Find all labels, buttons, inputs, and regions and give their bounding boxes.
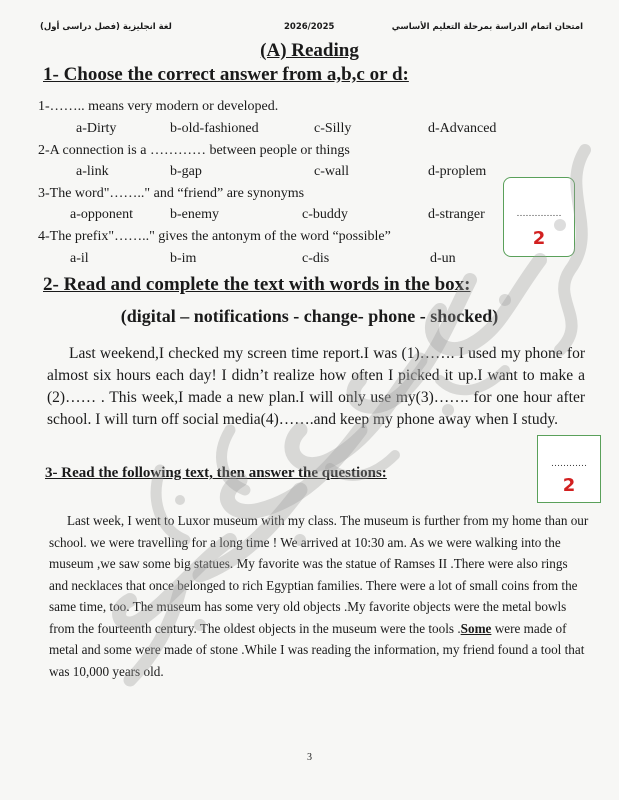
question-1-option-b[interactable]: b-old-fashioned	[170, 121, 259, 136]
question-4-option-d[interactable]: d-un	[430, 251, 456, 266]
passage-text-1: Last week, I went to Luxor museum with my class. The museum is further from my home than our school. we were travelling for a long time ! We arrived at 10:30 am. As we were walking into the museum ,we saw some big statues. My favorite was the statue of Ramses II .There were also rings and necklaces that once belonged to rich Egyptian families. There were a lot of small coins from the same time, too. The museum has some very old objects .My favorite objects were the metal bowls from the fourteenth century. The oldest objects in the museum were the tools .	[49, 513, 589, 636]
header-subject: لغة انجليزية (فصل دراسى أول)	[40, 22, 172, 32]
part1-score-mark: 2	[532, 228, 546, 249]
question-1-option-a[interactable]: a-Dirty	[76, 121, 117, 136]
passage-text-2: were made of metal and some were made of stone .While I was reading the information, my friend found a tool that was 10,000 years old.	[49, 620, 585, 679]
question-2-option-c[interactable]: c-wall	[314, 164, 349, 179]
part3-heading: 3- Read the following text, then answer the questions:	[45, 465, 387, 481]
question-3-option-d[interactable]: d-stranger	[428, 207, 485, 222]
word-box: (digital – notifications - change- phone - shocked)	[120, 306, 499, 326]
section-title: (A) Reading	[260, 40, 359, 61]
part2-score-mark: 2	[562, 475, 576, 496]
header-exam-title: امتحان اتمام الدراسة بمرحلة التعليم الأساسي	[391, 22, 583, 32]
reading-passage	[49, 510, 589, 682]
question-2-option-d[interactable]: d-proplem	[428, 164, 487, 179]
question-1-stem: 1-…….. means very modern or developed.	[38, 99, 279, 114]
question-2-option-b[interactable]: b-gap	[170, 164, 202, 179]
passage-highlight-word: Some	[460, 620, 492, 636]
question-2-stem: 2-A connection is a ………… between people or things	[38, 143, 350, 158]
part2-score-dots: …………	[551, 458, 587, 468]
part1-heading: 1- Choose the correct answer from a,b,c or d:	[43, 64, 409, 85]
question-4-stem: 4-The prefix"…….." gives the antonym of the word “possible”	[38, 229, 391, 244]
page-number: 3	[307, 752, 312, 763]
question-4-option-b[interactable]: b-im	[170, 251, 197, 266]
question-1-option-c[interactable]: c-Silly	[314, 121, 352, 136]
part1-score-dots: ……………	[516, 208, 562, 218]
question-4-option-c[interactable]: c-dis	[302, 251, 330, 266]
part1-score-box	[503, 177, 575, 257]
question-3-option-c[interactable]: c-buddy	[302, 207, 348, 222]
question-2-option-a[interactable]: a-link	[76, 164, 109, 179]
question-1-option-d[interactable]: d-Advanced	[428, 121, 497, 136]
part2-score-box	[537, 435, 601, 503]
header-year: 2026/2025	[284, 22, 335, 32]
question-4-option-a[interactable]: a-il	[70, 251, 89, 266]
question-3-stem: 3-The word"…….." and “friend” are synonyms	[38, 186, 305, 201]
part2-text: Last weekend,I checked my screen time report.I was (1)……. I used my phone for almost six hours each day! I didn’t realize how often I picked it up.I want to make a (2)…… . This week,I made a new plan.I will only use my(3)……. for one hour after school. I will turn off social media(4)…….and keep my phone away when I study.	[47, 345, 585, 428]
question-3-option-b[interactable]: b-enemy	[170, 207, 219, 222]
part2-heading: 2- Read and complete the text with words in the box:	[43, 274, 471, 295]
question-3-option-a[interactable]: a-opponent	[70, 207, 133, 222]
